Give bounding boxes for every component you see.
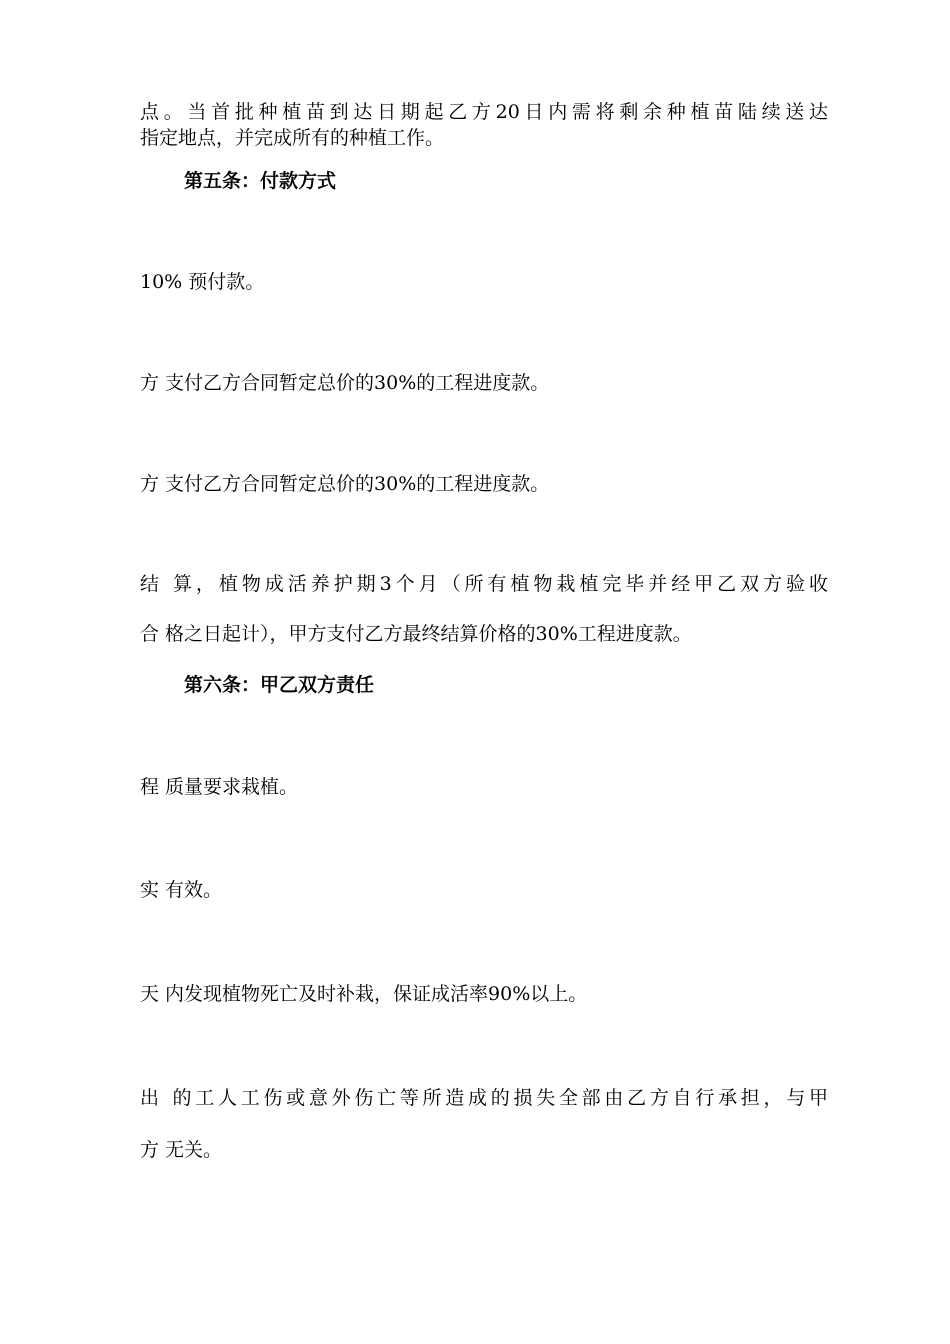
article-5-item-3-cont: 方 支付乙方合同暂定总价的30%的工程进度款。 [140, 473, 550, 495]
intro-line-1: 点。当首批种植苗到达日期起乙方20日内需将剩余种植苗陆续送达 [140, 101, 828, 123]
article-5-title: 第五条：付款方式 [184, 170, 337, 192]
article-6-item-4-cont-1: 出 的工人工伤或意外伤亡等所造成的损失全部由乙方自行承担，与甲 [140, 1087, 828, 1109]
article-5-item-4-cont-1: 结 算，植物成活养护期3个月（所有植物栽植完毕并经甲乙双方验收 [140, 573, 828, 595]
article-6-item-4-cont-2: 方 无关。 [140, 1139, 223, 1161]
article-5-item-2-cont: 方 支付乙方合同暂定总价的30%的工程进度款。 [140, 372, 550, 394]
article-5-item-1-cont: 10% 预付款。 [140, 271, 265, 293]
intro-line-2: 指定地点，并完成所有的种植工作。 [140, 127, 445, 149]
article-6-item-1-cont: 程 质量要求栽植。 [140, 776, 299, 798]
article-6-item-2-cont: 实 有效。 [140, 879, 223, 901]
article-6-item-3-cont: 天 内发现植物死亡及时补栽，保证成活率90%以上。 [140, 983, 588, 1005]
article-6-title: 第六条：甲乙双方责任 [184, 674, 375, 696]
article-5-item-4-cont-2: 合 格之日起计），甲方支付乙方最终结算价格的30%工程进度款。 [140, 623, 692, 645]
